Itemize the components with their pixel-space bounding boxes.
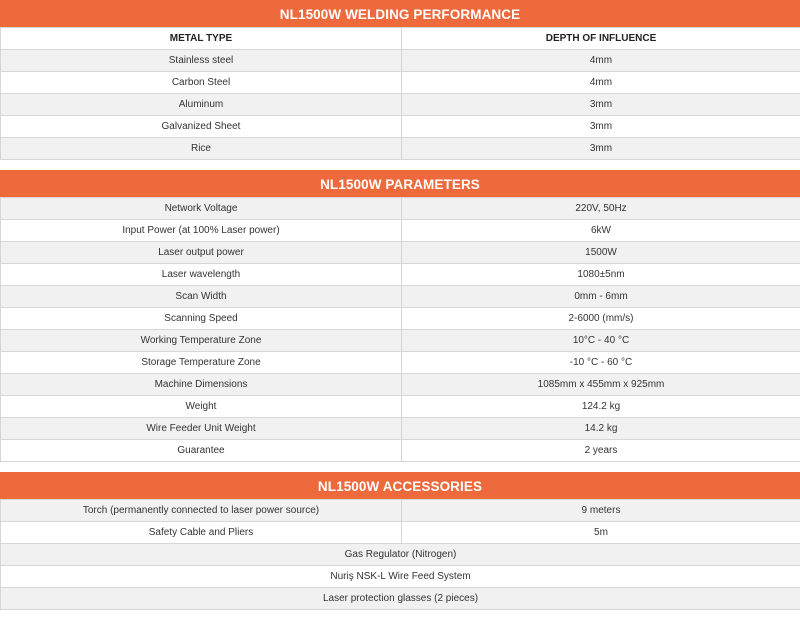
table-row <box>1 138 800 160</box>
table-row <box>1 72 800 94</box>
row-label: Carbon Steel <box>1 72 402 94</box>
row-label: Storage Temperature Zone <box>1 352 402 374</box>
table-row <box>1 286 800 308</box>
parameters-table <box>0 197 800 462</box>
row-value: 14.2 kg <box>402 418 800 440</box>
table-row <box>1 330 800 352</box>
table-row <box>1 418 800 440</box>
section-spacer <box>0 462 800 472</box>
row-value: 0mm - 6mm <box>402 286 800 308</box>
row-label: Laser wavelength <box>1 264 402 286</box>
table-row <box>1 544 800 566</box>
row-label: Laser output power <box>1 242 402 264</box>
table-row <box>1 220 800 242</box>
accessory-item: Nuriş NSK-L Wire Feed System <box>1 566 800 588</box>
row-label: Safety Cable and Pliers <box>1 522 402 544</box>
row-label: Galvanized Sheet <box>1 116 402 138</box>
row-label: Working Temperature Zone <box>1 330 402 352</box>
table-row <box>1 396 800 418</box>
row-label: Torch (permanently connected to laser power source) <box>1 500 402 522</box>
table-row <box>1 264 800 286</box>
row-value: -10 °C - 60 °C <box>402 352 800 374</box>
row-value: 1500W <box>402 242 800 264</box>
row-value: 9 meters <box>402 500 800 522</box>
accessories-table <box>0 499 800 610</box>
row-value: 3mm <box>402 116 800 138</box>
welding-performance-table <box>0 27 800 160</box>
row-label: Aluminum <box>1 94 402 116</box>
table-row <box>1 522 800 544</box>
table-row <box>1 242 800 264</box>
row-label: Stainless steel <box>1 50 402 72</box>
depth-of-influence-column-header: DEPTH OF INFLUENCE <box>402 28 800 50</box>
table-row <box>1 50 800 72</box>
row-value: 10°C - 40 °C <box>402 330 800 352</box>
table-row <box>1 94 800 116</box>
table-row <box>1 566 800 588</box>
row-label: Wire Feeder Unit Weight <box>1 418 402 440</box>
row-label: Weight <box>1 396 402 418</box>
row-label: Guarantee <box>1 440 402 462</box>
row-value: 5m <box>402 522 800 544</box>
table-row <box>1 116 800 138</box>
row-value: 2 years <box>402 440 800 462</box>
row-label: Network Voltage <box>1 198 402 220</box>
row-value: 220V, 50Hz <box>402 198 800 220</box>
accessory-item: Laser protection glasses (2 pieces) <box>1 588 800 610</box>
table-row <box>1 198 800 220</box>
row-value: 4mm <box>402 72 800 94</box>
row-value: 124.2 kg <box>402 396 800 418</box>
row-label: Input Power (at 100% Laser power) <box>1 220 402 242</box>
row-value: 1085mm x 455mm x 925mm <box>402 374 800 396</box>
parameters-header: NL1500W PARAMETERS <box>0 170 800 197</box>
accessories-header: NL1500W ACCESSORIES <box>0 472 800 499</box>
row-label: Rice <box>1 138 402 160</box>
accessory-item: Gas Regulator (Nitrogen) <box>1 544 800 566</box>
row-label: Scan Width <box>1 286 402 308</box>
row-value: 1080±5nm <box>402 264 800 286</box>
table-row <box>1 588 800 610</box>
table-row <box>1 352 800 374</box>
metal-type-column-header: METAL TYPE <box>1 28 402 50</box>
section-spacer <box>0 160 800 170</box>
row-value: 3mm <box>402 94 800 116</box>
row-label: Machine Dimensions <box>1 374 402 396</box>
table-header-row <box>1 28 800 50</box>
table-row <box>1 374 800 396</box>
row-value: 2-6000 (mm/s) <box>402 308 800 330</box>
table-row <box>1 308 800 330</box>
row-label: Scanning Speed <box>1 308 402 330</box>
table-row <box>1 440 800 462</box>
row-value: 4mm <box>402 50 800 72</box>
row-value: 3mm <box>402 138 800 160</box>
table-row <box>1 500 800 522</box>
welding-performance-header: NL1500W WELDING PERFORMANCE <box>0 0 800 27</box>
row-value: 6kW <box>402 220 800 242</box>
